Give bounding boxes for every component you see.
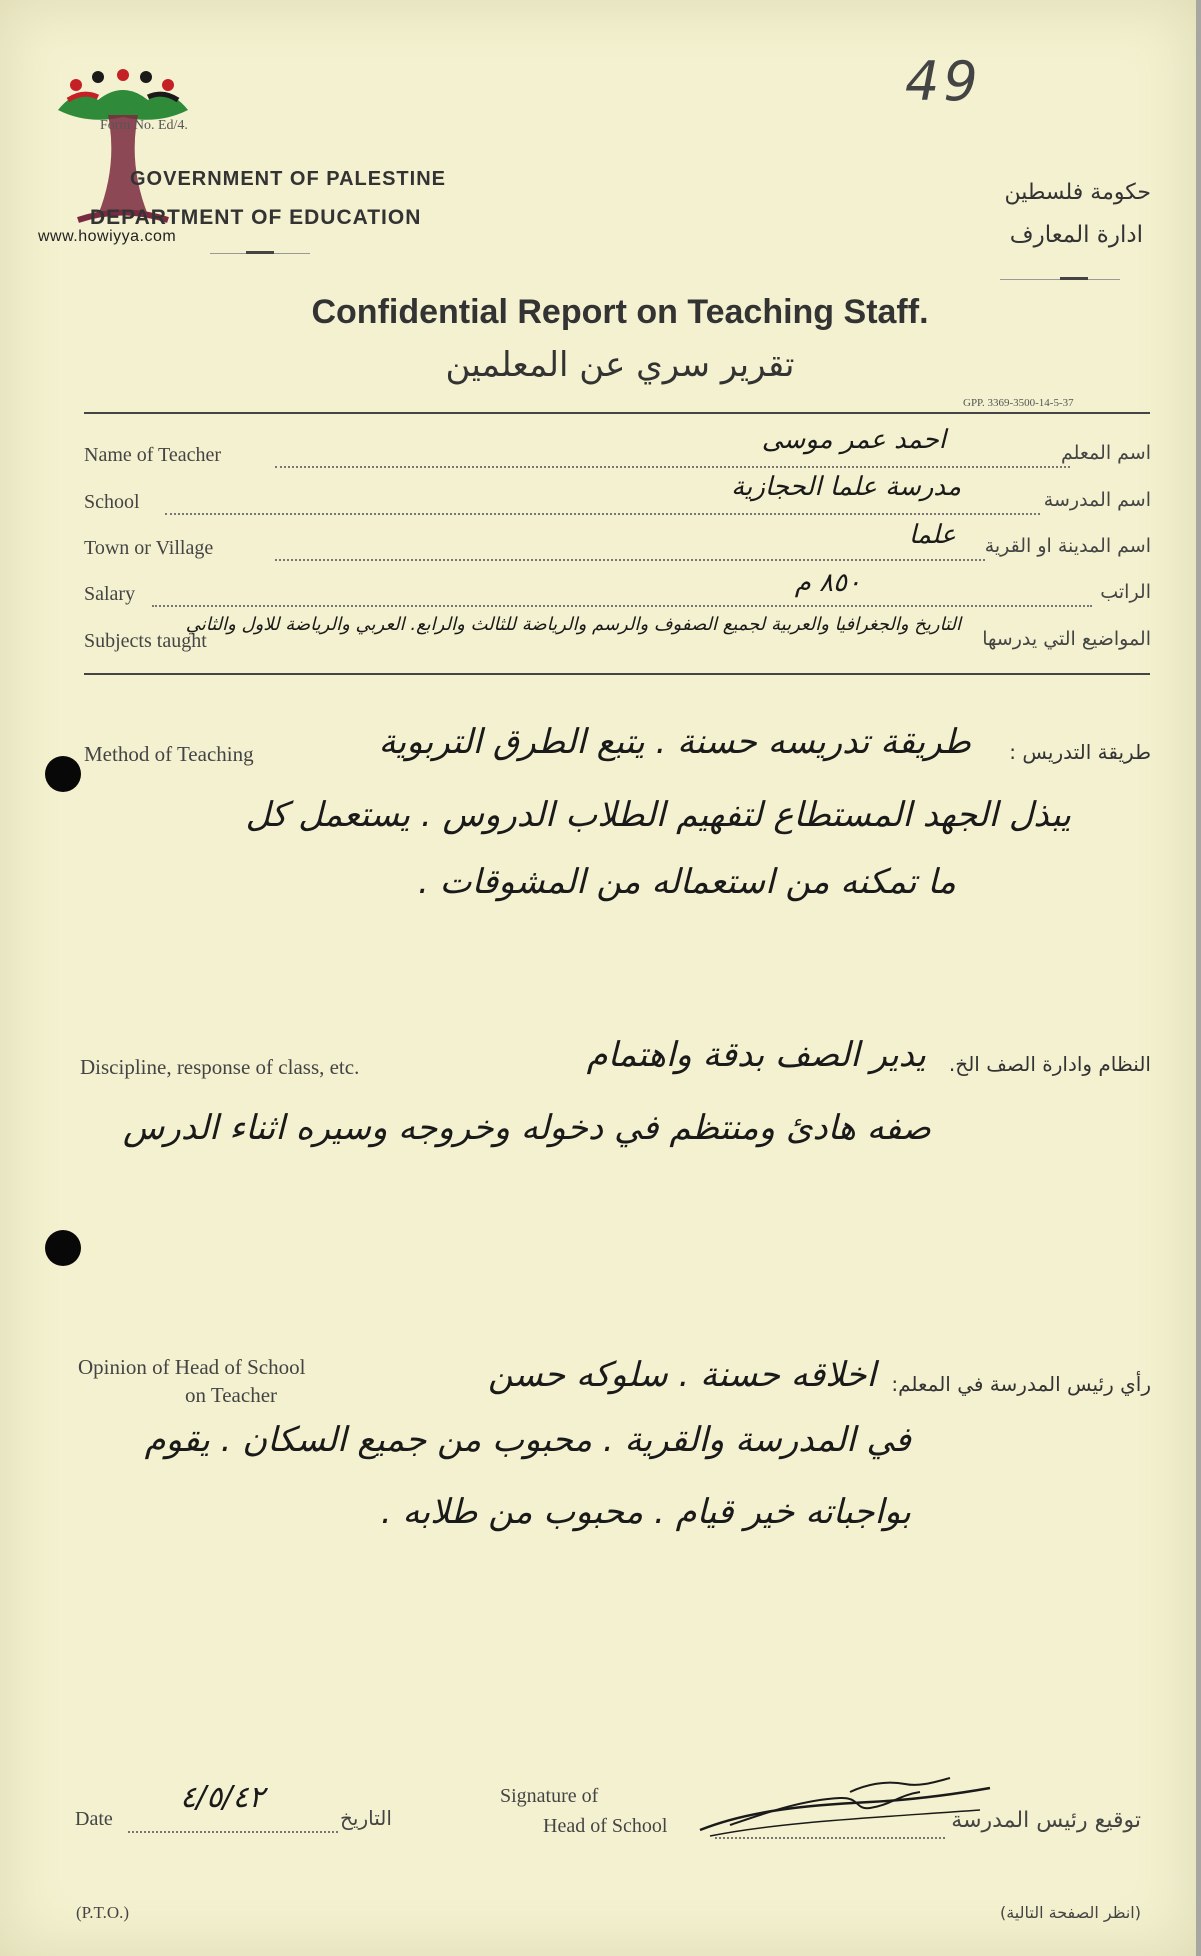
- header-dash-left: [246, 251, 274, 254]
- opinion-line-1: اخلاقه حسنة . سلوكه حسن: [487, 1355, 876, 1395]
- school-label-ar: اسم المدرسة: [1043, 489, 1151, 511]
- opinion-label-en-2: on Teacher: [185, 1383, 278, 1407]
- signature-label-en-1: Signature of: [500, 1785, 599, 1807]
- discipline-line-1: يدير الصف بدقة واهتمام: [586, 1035, 926, 1075]
- date-label-ar: التاريخ: [340, 1806, 392, 1830]
- name-dotted-line: [275, 465, 1070, 468]
- town-label-en: Town or Village: [84, 537, 214, 559]
- opinion-label-en-1: Opinion of Head of School: [78, 1355, 306, 1379]
- opinion-line-3: بواجباته خير قيام . محبوب من طلابه .: [380, 1492, 911, 1532]
- town-value: علما: [908, 520, 956, 550]
- page-number: 49: [905, 50, 982, 113]
- date-dotted-line: [128, 1830, 338, 1833]
- header-dash-right: [1060, 277, 1088, 280]
- discipline-line-2: صفه هادئ ومنتظم في دخوله وخروجه وسيره اثناء الدرس: [122, 1108, 931, 1148]
- logo-url: www.howiyya.com: [38, 228, 177, 245]
- method-label-en: Method of Teaching: [84, 742, 254, 766]
- salary-value: ٨٥٠ م: [794, 568, 861, 598]
- date-value: ٤/٥/٤٢: [180, 1780, 265, 1815]
- pto-ar: (انظر الصفحة التالية): [999, 1903, 1141, 1922]
- punch-hole-bottom: [45, 1230, 81, 1266]
- method-label-ar: طريقة التدريس :: [1009, 740, 1151, 764]
- print-code: GPP. 3369-3500-14-5-37: [963, 397, 1074, 409]
- government-title-ar: حكومة فلسطين: [1004, 180, 1151, 205]
- top-rule: [84, 412, 1150, 414]
- report-title-ar: تقرير سري عن المعلمين: [445, 345, 795, 385]
- salary-label-ar: الراتب: [1100, 581, 1151, 603]
- form-number: Form No. Ed/4.: [100, 118, 188, 133]
- method-line-1: طريقة تدريسه حسنة . يتبع الطرق التربوية: [378, 722, 971, 762]
- school-label-en: School: [84, 491, 140, 513]
- name-label-ar: اسم المعلم: [1060, 442, 1151, 464]
- date-label-en: Date: [75, 1808, 113, 1830]
- town-dotted-line: [275, 558, 985, 561]
- punch-hole-top: [45, 756, 81, 792]
- salary-dotted-line: [152, 604, 1092, 607]
- method-line-3: ما تمكنه من استعماله من المشوقات .: [418, 862, 956, 902]
- town-label-ar: اسم المدينة او القرية: [984, 535, 1151, 557]
- fields-bottom-rule: [84, 673, 1150, 675]
- report-title-en: Confidential Report on Teaching Staff.: [311, 293, 929, 331]
- pto-en: (P.T.O.): [76, 1903, 130, 1922]
- name-label-en: Name of Teacher: [84, 444, 222, 466]
- method-line-2: يبذل الجهد المستطاع لتفهيم الطلاب الدروس . يستعمل كل: [245, 795, 1071, 835]
- signature-label-ar: توقيع رئيس المدرسة: [951, 1808, 1141, 1833]
- school-value: مدرسة علما الحجازية: [731, 472, 961, 502]
- salary-label-en: Salary: [84, 583, 136, 605]
- government-title-en: GOVERNMENT OF PALESTINE: [130, 168, 446, 190]
- signature-label-en-2: Head of School: [543, 1815, 668, 1837]
- subjects-label-ar: المواضيع التي يدرسها: [982, 628, 1151, 650]
- name-value: احمد عمر موسى: [761, 425, 946, 455]
- opinion-label-ar: رأي رئيس المدرسة في المعلم:: [891, 1372, 1151, 1396]
- department-title-ar: ادارة المعارف: [1009, 222, 1143, 248]
- subjects-label-en: Subjects taught: [84, 630, 207, 652]
- opinion-line-2: في المدرسة والقرية . محبوب من جميع السكان . يقوم: [144, 1420, 911, 1460]
- school-dotted-line: [165, 512, 1040, 515]
- subjects-value: التاريخ والجغرافيا والعربية لجميع الصفوف والرسم والرياضة للثالث والرابع. العربي والرياضة للاول والثاني: [185, 614, 961, 635]
- discipline-label-ar: النظام وادارة الصف الخ.: [948, 1052, 1151, 1076]
- department-title-en: DEPARTMENT OF EDUCATION: [90, 206, 422, 229]
- discipline-label-en: Discipline, response of class, etc.: [80, 1055, 360, 1079]
